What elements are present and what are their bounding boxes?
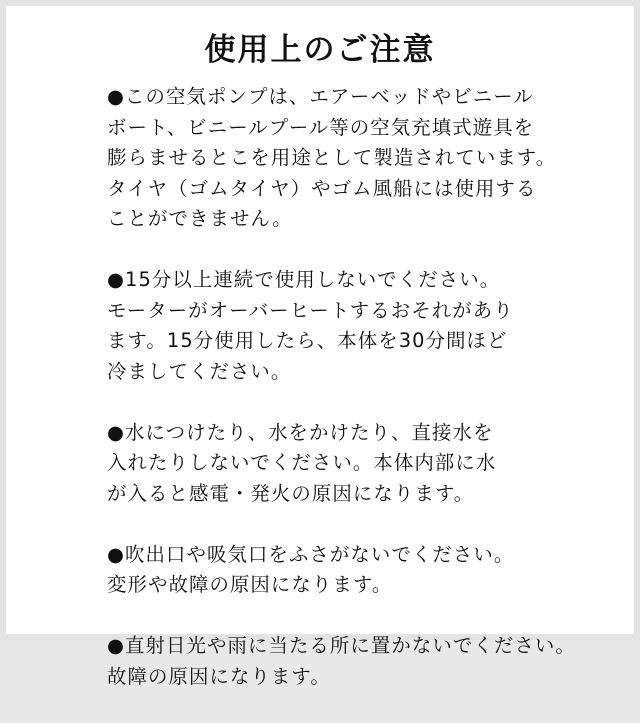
note-item [107,418,547,510]
note-line: 冷ましてください。 [107,359,292,383]
note-line: タイヤ（ゴムタイヤ）やゴム風船には使用する [107,176,537,200]
note-line: 入れたりしないでください。本体内部に水 [107,451,497,474]
note-line: ●この空気ポンプは、エアーベッドやビニール [107,85,534,108]
note-line: ●15分以上連続で使用しないでください。 [107,268,501,291]
note-line: 故障の原因になります。 [107,664,331,688]
note-line: 膨らませるとこを用途として製造されています。 [107,146,557,169]
page-title: 使用上のご注意 [204,32,436,68]
note-line: 変形や故障の原因になります。 [107,573,393,596]
note-line: が入ると感電・発火の原因になります。 [107,481,475,505]
note-line: ます。15分使用したら、本体を30分間ほど [107,329,508,352]
note-line: ●直射日光や雨に当たる所に置かないでください。 [107,634,576,657]
note-item [107,82,557,235]
note-item [107,540,547,601]
note-item [107,265,547,387]
note-line: ボート、ビニールプール等の空気充填式遊具を [107,115,535,139]
note-line: ことができません。 [107,207,293,230]
note-line: ●水につけたり、水をかけたり、直接水を [107,420,494,444]
notes-list [107,82,576,723]
note-item [107,631,576,692]
note-line: モーターがオーバーヒートするおそれがあり [107,298,514,322]
note-line: ●吹出口や吸気口をふさがないでください。 [107,542,515,566]
